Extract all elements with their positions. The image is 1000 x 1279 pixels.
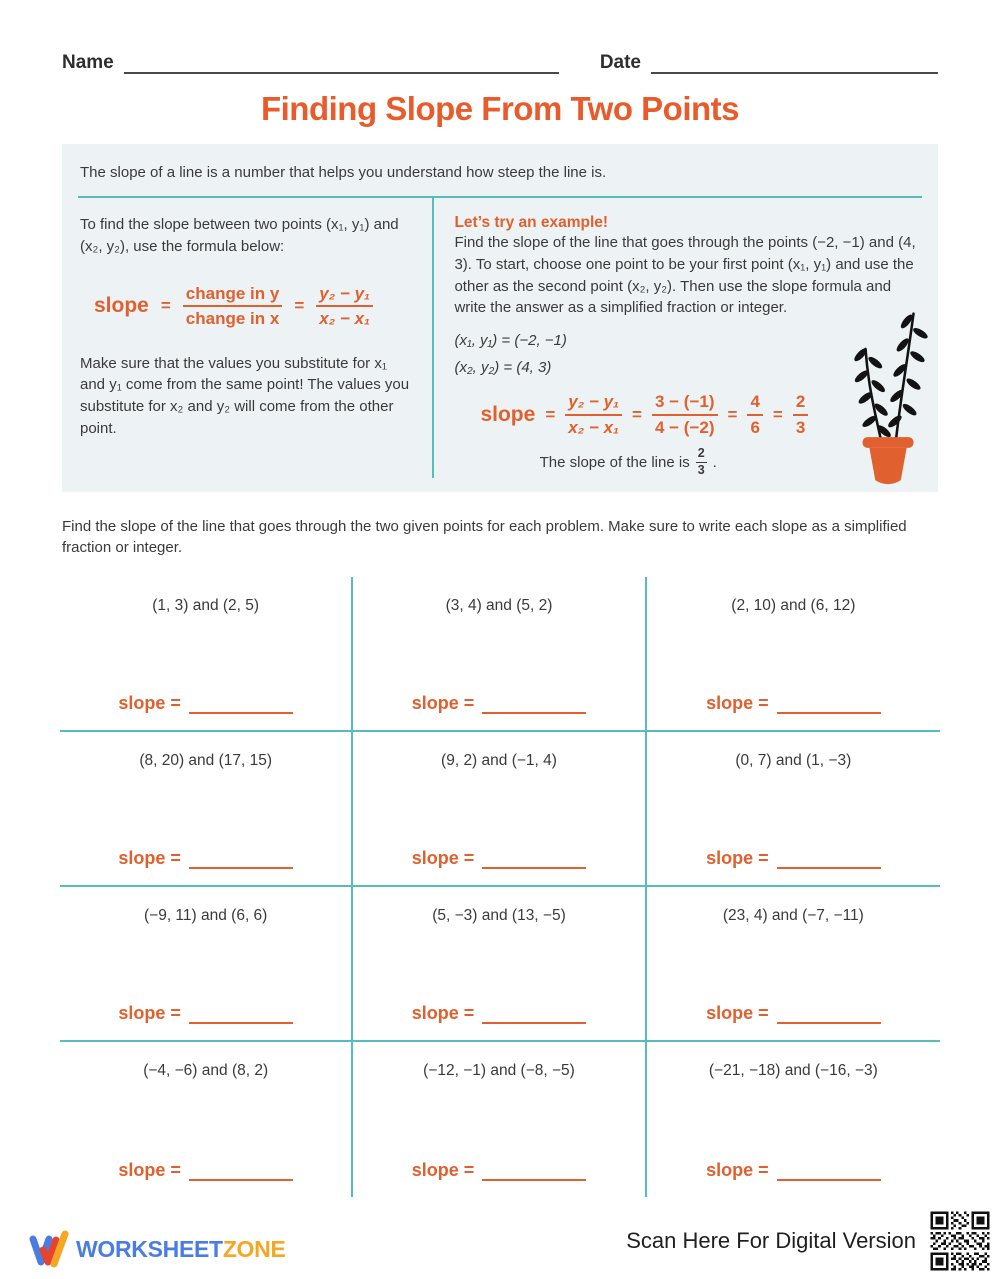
- problem-cell-12: [647, 1042, 940, 1197]
- slope-answer-row: [412, 1160, 587, 1181]
- slope-answer-row: [412, 693, 587, 714]
- denominator-6: 6: [750, 417, 760, 437]
- answer-fraction: $\frac{2}{3}$: [697, 446, 705, 477]
- problems-grid: [60, 577, 940, 1197]
- slope-answer-row: [118, 1003, 293, 1024]
- slope-label: slope =: [411, 1160, 475, 1181]
- scan-here-text: Scan Here For Digital Version: [626, 1228, 916, 1253]
- problem-points: (−9, 11) and (6, 6): [143, 907, 268, 925]
- conclusion-period: .: [712, 453, 717, 471]
- date-blank-line: [651, 52, 938, 74]
- slope-answer-row: [706, 693, 881, 714]
- slope-answer-blank: [777, 1008, 881, 1024]
- slope-word: slope: [480, 402, 536, 426]
- slope-answer-blank: [777, 1165, 881, 1181]
- slope-label: slope =: [118, 848, 181, 869]
- formula-column: [78, 198, 432, 478]
- problem-cell-9: [647, 887, 940, 1042]
- info-box: [62, 144, 938, 492]
- change-in-y: change in y: [183, 284, 283, 308]
- problem-cell-7: [60, 887, 353, 1042]
- page-title: Finding Slope From Two Points: [260, 90, 740, 127]
- problem-points: (−4, −6) and (8, 2): [143, 1062, 269, 1080]
- slope-answer-blank: [189, 698, 293, 714]
- denominator-substituted: 4 − (−2): [654, 417, 715, 437]
- slope-answer-row: [412, 1003, 587, 1024]
- slope-answer-blank: [482, 1008, 586, 1024]
- numerator-2: 2: [793, 392, 808, 416]
- equals-sign: =: [632, 404, 642, 424]
- slope-label: slope =: [411, 1003, 475, 1024]
- problem-points: (9, 2) and (−1, 4): [441, 752, 557, 770]
- date-label: Date: [599, 52, 641, 73]
- equals-sign: =: [772, 404, 783, 424]
- problem-points: (−12, −1) and (−8, −5): [423, 1062, 575, 1080]
- info-columns: [78, 198, 922, 478]
- problem-points: (1, 3) and (2, 5): [152, 597, 260, 615]
- slope-answer-blank: [189, 1165, 293, 1181]
- logo-text-worksheet: WORKSHEET: [76, 1235, 223, 1262]
- slope-label: slope =: [411, 693, 475, 714]
- equals-sign: =: [294, 296, 305, 316]
- variable-fraction: [565, 392, 622, 437]
- slope-answer-blank: [777, 853, 881, 869]
- logo-text-zone: ZONE: [222, 1235, 286, 1262]
- problem-cell-1: [60, 577, 353, 732]
- slope-answer-row: [706, 1003, 881, 1024]
- slope-answer-row: [118, 1160, 293, 1181]
- slope-answer-blank: [482, 698, 586, 714]
- point-assignment-1: (x₁, y₁) = (−2, −1): [454, 332, 567, 349]
- equals-sign: =: [160, 296, 171, 316]
- x-difference: x₂ − x₁: [319, 309, 371, 329]
- problem-cell-4: [60, 732, 353, 887]
- slope-label: slope =: [706, 693, 769, 714]
- slope-answer-row: [412, 848, 587, 869]
- slope-answer-blank: [777, 698, 881, 714]
- point-assignment-2: (x₂, y₂) = (4, 3): [454, 359, 552, 376]
- slope-word: slope: [94, 294, 149, 318]
- slope-answer-row: [118, 693, 293, 714]
- slope-label: slope =: [118, 1160, 181, 1181]
- substituted-fraction: [652, 392, 718, 437]
- slope-answer-blank: [482, 1165, 586, 1181]
- name-label: Name: [62, 52, 114, 73]
- problem-points: (8, 20) and (17, 15): [139, 752, 273, 770]
- slope-label: slope =: [706, 1160, 769, 1181]
- intro-text: The slope of a line is a number that helps you understand how steep the line is.: [80, 164, 607, 181]
- slope-answer-row: [118, 848, 293, 869]
- conclusion-prefix: The slope of the line is: [539, 453, 690, 471]
- problem-points: (5, −3) and (13, −5): [432, 907, 566, 925]
- numerator-substituted: 3 − (−1): [652, 392, 718, 416]
- name-blank-line: [124, 52, 559, 74]
- problem-cell-2: [353, 577, 646, 732]
- worksheetzone-logo: [28, 1227, 286, 1271]
- slope-label: slope =: [706, 1003, 769, 1024]
- example-paragraph: Find the slope of the line that goes through the points (−2, −1) and (4, 3). To start, choose one point to be your first point (x₁, y₁) and use the other as the second point (x₂, y₂). Then use the slope formula and write the answer as a simplified fraction or integer.: [454, 234, 916, 317]
- note-text: Make sure that the values you substitute for x₁ and y₁ come from the same point! The values you substitute for x₂ and y₂ will come from the other point.: [80, 354, 410, 437]
- problem-points: (2, 10) and (6, 12): [731, 597, 856, 615]
- x-difference: x₂ − x₁: [568, 417, 620, 437]
- problem-points: (−21, −18) and (−16, −3): [708, 1062, 878, 1080]
- y-difference: y₂ − y₁: [316, 284, 373, 308]
- slope-answer-row: [706, 848, 881, 869]
- y-difference: y₂ − y₁: [565, 392, 622, 416]
- header: [0, 0, 1000, 74]
- example-heading: Let’s try an example!: [454, 214, 609, 231]
- numerator-4: 4: [747, 392, 762, 416]
- plant-illustration: [848, 294, 932, 490]
- slope-formula: [94, 284, 414, 329]
- problem-points: (3, 4) and (5, 2): [445, 597, 553, 615]
- qr-code: [928, 1209, 992, 1273]
- problem-cell-11: [353, 1042, 646, 1197]
- problem-cell-3: [647, 577, 940, 732]
- slope-label: slope =: [411, 848, 475, 869]
- problem-cell-6: [647, 732, 940, 887]
- problem-cell-8: [353, 887, 646, 1042]
- formula-intro-text: To find the slope between two points (x₁, y₁) and (x₂, y₂), use the formula below:: [80, 216, 399, 255]
- equals-sign: =: [727, 404, 738, 424]
- slope-label: slope =: [706, 848, 769, 869]
- problem-cell-10: [60, 1042, 353, 1197]
- denominator-3: 3: [795, 417, 806, 437]
- slope-answer-blank: [189, 1008, 293, 1024]
- name-field-group: [62, 52, 559, 74]
- simplified-fraction: [793, 392, 808, 437]
- scan-section: [626, 1209, 992, 1273]
- unsimplified-fraction: [747, 392, 762, 437]
- logo-mark-icon: [28, 1227, 70, 1271]
- instructions-text: Find the slope of the line that goes through the two given points for each problem. Make sure to write each slope as a simplified fraction or integer.: [62, 517, 907, 557]
- slope-answer-blank: [189, 853, 293, 869]
- footer: [0, 1207, 1000, 1279]
- date-field-group: [600, 52, 938, 74]
- slope-answer-blank: [482, 853, 586, 869]
- equals-sign: =: [545, 404, 556, 424]
- problem-cell-5: [353, 732, 646, 887]
- slope-label: slope =: [118, 1003, 181, 1024]
- slope-label: slope =: [118, 693, 181, 714]
- problem-points: (0, 7) and (1, −3): [735, 752, 852, 770]
- slope-answer-row: [706, 1160, 881, 1181]
- problem-points: (23, 4) and (−7, −11): [722, 907, 864, 925]
- change-in-x: change in x: [185, 309, 280, 329]
- change-fraction: [183, 284, 283, 329]
- variable-fraction: [316, 284, 373, 329]
